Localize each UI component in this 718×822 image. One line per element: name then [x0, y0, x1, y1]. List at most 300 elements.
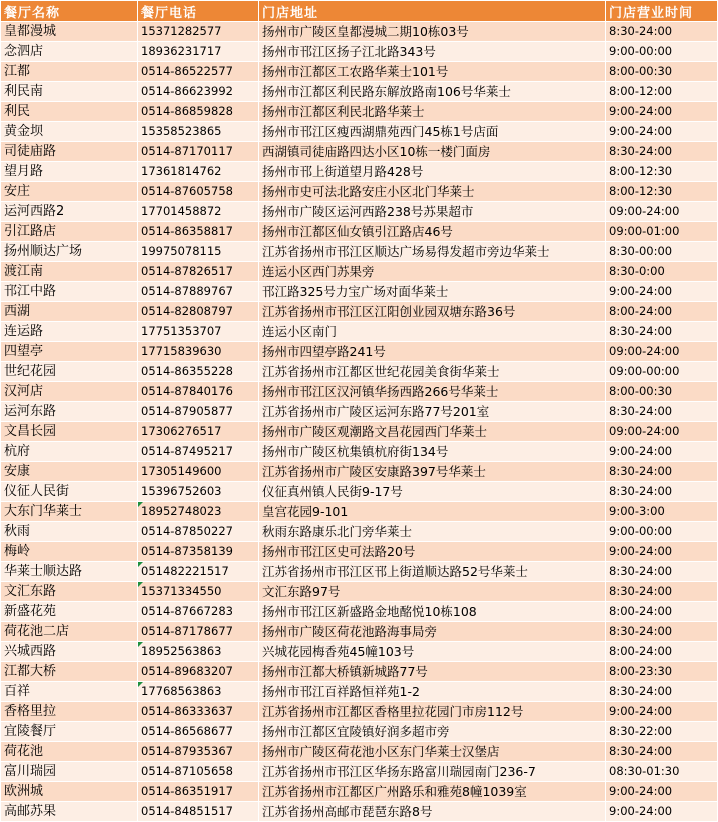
phone-cell	[138, 682, 259, 702]
restaurant-name-cell-text: 高邮苏果	[4, 804, 57, 819]
phone-cell	[138, 42, 259, 62]
restaurant-name-cell	[1, 342, 138, 362]
hours-cell	[606, 662, 718, 682]
hours-cell-text: 8:30-00:00	[609, 244, 673, 258]
header-phone: 餐厅电话	[138, 1, 259, 22]
phone-cell	[138, 762, 259, 782]
restaurant-name-cell	[1, 562, 138, 582]
phone-cell-text: 0514-87905877	[141, 404, 233, 418]
phone-cell	[138, 642, 259, 662]
table-row	[1, 42, 718, 62]
address-cell	[259, 382, 606, 402]
phone-cell-text: 15371334550	[141, 584, 222, 598]
table-row	[1, 302, 718, 322]
restaurant-name-cell-text: 皇都漫城	[4, 24, 57, 39]
hours-cell	[606, 402, 718, 422]
address-cell-text: 江苏省扬州市广陵区运河东路77号201室	[262, 404, 490, 419]
hours-cell-text: 9:00-00:00	[609, 44, 673, 58]
hours-cell	[606, 782, 718, 802]
restaurant-name-cell	[1, 542, 138, 562]
hours-cell-text: 8:00-24:00	[609, 644, 673, 658]
address-cell-text: 扬州市邗江区瘦西湖鼎苑西门45栋1号店面	[262, 124, 499, 139]
phone-cell-text: 0514-87178677	[141, 624, 233, 638]
address-cell-text: 扬州市邗江区史可法路20号	[262, 544, 416, 559]
address-cell	[259, 322, 606, 342]
phone-cell-text: 15371282577	[141, 24, 222, 38]
phone-cell-text: 0514-87495217	[141, 444, 233, 458]
address-cell	[259, 402, 606, 422]
hours-cell-text: 8:30-24:00	[609, 564, 673, 578]
restaurant-name-cell-text: 运河西路2	[4, 204, 65, 219]
phone-cell-text: 0514-87889767	[141, 284, 233, 298]
phone-cell-text: 17768563863	[141, 684, 222, 698]
table-body	[1, 22, 718, 822]
phone-cell	[138, 502, 259, 522]
restaurant-name-cell-text: 秋雨	[4, 524, 31, 539]
table-row	[1, 142, 718, 162]
address-cell	[259, 562, 606, 582]
hours-cell-text: 8:30-24:00	[609, 584, 673, 598]
hours-cell-text: 09:00-24:00	[609, 344, 680, 358]
restaurant-name-cell-text: 世纪花园	[4, 364, 57, 379]
address-cell-text: 江苏省扬州市江都区世纪花园美食街华莱士	[262, 364, 500, 379]
address-cell	[259, 682, 606, 702]
table-row	[1, 382, 718, 402]
table-row	[1, 262, 718, 282]
hours-cell	[606, 702, 718, 722]
address-cell-text: 文汇东路97号	[262, 584, 341, 599]
hours-cell-text: 8:30-24:00	[609, 404, 673, 418]
restaurant-name-cell	[1, 782, 138, 802]
restaurant-name-cell-text: 连运路	[4, 324, 44, 339]
phone-cell-text: 17701458872	[141, 204, 222, 218]
restaurant-name-cell-text: 富川瑞园	[4, 764, 57, 779]
table-row	[1, 102, 718, 122]
restaurant-name-cell	[1, 682, 138, 702]
address-cell-text: 扬州市邗江百祥路恒祥苑1-2	[262, 684, 420, 699]
restaurant-name-cell-text: 邗江中路	[4, 284, 57, 299]
hours-cell	[606, 102, 718, 122]
restaurant-name-cell-text: 利民	[4, 104, 31, 119]
table-row	[1, 162, 718, 182]
table-row	[1, 82, 718, 102]
phone-cell-text: 0514-87667283	[141, 604, 233, 618]
table-row	[1, 242, 718, 262]
address-cell-text: 扬州市江都区利民路东解放路南106号华莱士	[262, 84, 511, 99]
restaurant-name-cell	[1, 102, 138, 122]
hours-cell-text: 8:00-12:30	[609, 164, 673, 178]
restaurant-name-cell-text: 利民南	[4, 84, 44, 99]
table-row	[1, 182, 718, 202]
hours-cell-text: 8:30-24:00	[609, 484, 673, 498]
address-cell-text: 扬州市广陵区荷花池小区东门华莱士汉堡店	[262, 744, 500, 759]
address-cell	[259, 462, 606, 482]
table-row	[1, 522, 718, 542]
phone-cell	[138, 782, 259, 802]
phone-cell	[138, 302, 259, 322]
phone-cell	[138, 722, 259, 742]
restaurant-name-cell	[1, 302, 138, 322]
phone-cell-text: 0514-86351917	[141, 784, 233, 798]
restaurant-name-cell	[1, 522, 138, 542]
table-row	[1, 582, 718, 602]
restaurant-name-cell-text: 香格里拉	[4, 704, 57, 719]
restaurant-name-cell-text: 兴城西路	[4, 644, 57, 659]
phone-cell	[138, 602, 259, 622]
phone-cell-text: 17361814762	[141, 164, 222, 178]
restaurant-name-cell	[1, 762, 138, 782]
phone-cell	[138, 662, 259, 682]
phone-cell-text: 18952748023	[141, 504, 222, 518]
hours-cell	[606, 242, 718, 262]
table-row	[1, 782, 718, 802]
restaurant-name-cell-text: 荷花池二店	[4, 624, 70, 639]
phone-cell	[138, 122, 259, 142]
phone-cell	[138, 342, 259, 362]
restaurant-name-cell-text: 四望亭	[4, 344, 44, 359]
address-cell	[259, 642, 606, 662]
restaurant-name-cell-text: 文昌长园	[4, 424, 57, 439]
address-cell	[259, 142, 606, 162]
table-row	[1, 702, 718, 722]
restaurant-name-cell	[1, 202, 138, 222]
header-row	[1, 1, 718, 22]
restaurant-name-cell-text: 仪征人民街	[4, 484, 70, 499]
phone-cell	[138, 82, 259, 102]
hours-cell-text: 8:00-12:00	[609, 84, 673, 98]
hours-cell-text: 9:00-3:00	[609, 504, 665, 518]
phone-cell-text: 0514-86333637	[141, 704, 233, 718]
restaurant-name-cell-text: 引江路店	[4, 224, 57, 239]
address-cell-text: 扬州市广陵区运河西路238号苏果超市	[262, 204, 474, 219]
address-cell	[259, 362, 606, 382]
phone-cell-text: 0514-82808797	[141, 304, 233, 318]
address-cell-text: 扬州市史可法北路安庄小区北门华莱士	[262, 184, 475, 199]
hours-cell	[606, 22, 718, 42]
address-cell	[259, 282, 606, 302]
hours-cell-text: 9:00-24:00	[609, 104, 673, 118]
restaurant-name-cell	[1, 502, 138, 522]
phone-cell	[138, 382, 259, 402]
table-row	[1, 662, 718, 682]
hours-cell-text: 09:00-24:00	[609, 204, 680, 218]
hours-cell-text: 8:00-23:30	[609, 664, 673, 678]
hours-cell	[606, 502, 718, 522]
table-row	[1, 402, 718, 422]
address-cell-text: 扬州市广陵区杭集镇杭府街134号	[262, 444, 449, 459]
hours-cell	[606, 542, 718, 562]
phone-cell-text: 0514-87105658	[141, 764, 233, 778]
hours-cell-text: 09:00-01:00	[609, 224, 680, 238]
phone-cell	[138, 322, 259, 342]
hours-cell-text: 8:30-24:00	[609, 744, 673, 758]
restaurant-name-cell-text: 司徒庙路	[4, 144, 57, 159]
restaurant-name-cell-text: 西湖	[4, 304, 31, 319]
phone-cell-text: 051482221517	[141, 564, 229, 578]
hours-cell	[606, 82, 718, 102]
phone-cell	[138, 282, 259, 302]
hours-cell-text: 09:00-24:00	[609, 424, 680, 438]
restaurant-name-cell-text: 安庄	[4, 184, 31, 199]
hours-cell	[606, 262, 718, 282]
phone-cell	[138, 402, 259, 422]
hours-cell-text: 9:00-24:00	[609, 444, 673, 458]
address-cell-text: 扬州市江都区利民北路华莱士	[262, 104, 425, 119]
hours-cell	[606, 202, 718, 222]
phone-cell	[138, 622, 259, 642]
hours-cell	[606, 302, 718, 322]
restaurant-name-cell-text: 望月路	[4, 164, 44, 179]
address-cell	[259, 502, 606, 522]
phone-cell-text: 15358523865	[141, 124, 222, 138]
address-cell	[259, 742, 606, 762]
hours-cell-text: 9:00-24:00	[609, 704, 673, 718]
hours-cell-text: 8:30-24:00	[609, 324, 673, 338]
table-row	[1, 602, 718, 622]
address-cell-text: 连运小区南门	[262, 324, 338, 339]
table-row	[1, 642, 718, 662]
address-cell	[259, 522, 606, 542]
restaurant-name-cell	[1, 602, 138, 622]
table-row	[1, 682, 718, 702]
address-cell	[259, 302, 606, 322]
phone-cell-text: 0514-84851517	[141, 804, 233, 818]
table-row	[1, 322, 718, 342]
phone-cell	[138, 102, 259, 122]
restaurant-name-cell-text: 江都大桥	[4, 664, 57, 679]
phone-cell	[138, 162, 259, 182]
phone-cell	[138, 182, 259, 202]
address-cell	[259, 442, 606, 462]
restaurant-name-cell	[1, 482, 138, 502]
address-cell-text: 邗江路325号力宝广场对面华莱士	[262, 284, 449, 299]
phone-cell	[138, 222, 259, 242]
phone-cell-text: 0514-89683207	[141, 664, 233, 678]
hours-cell-text: 8:30-24:00	[609, 464, 673, 478]
address-cell-text: 扬州市邗江区扬子江北路343号	[262, 44, 436, 59]
hours-cell	[606, 142, 718, 162]
address-cell	[259, 162, 606, 182]
phone-cell-text: 0514-87358139	[141, 544, 233, 558]
cell-note-flag-icon	[138, 562, 143, 567]
address-cell-text: 扬州市广陵区观潮路文昌花园西门华莱士	[262, 424, 488, 439]
address-cell-text: 江苏省扬州市江都区广州路乐和雅苑8幢1039室	[262, 784, 527, 799]
hours-cell	[606, 42, 718, 62]
address-cell-text: 江苏省扬州市江都区香格里拉花园门市房112号	[262, 704, 524, 719]
table-row	[1, 22, 718, 42]
address-cell-text: 扬州市江都区宜陵镇好润多超市旁	[262, 724, 450, 739]
hours-cell	[606, 422, 718, 442]
restaurant-name-cell-text: 黄金坝	[4, 124, 44, 139]
phone-cell-text: 17715839630	[141, 344, 222, 358]
address-cell	[259, 242, 606, 262]
restaurant-name-cell	[1, 22, 138, 42]
restaurant-name-cell	[1, 242, 138, 262]
table-row	[1, 762, 718, 782]
address-cell-text: 江苏省扬州市邗江区顺达广场易得发超市旁边华莱士	[262, 244, 550, 259]
phone-cell-text: 0514-86623992	[141, 84, 233, 98]
hours-cell-text: 9:00-24:00	[609, 804, 673, 818]
address-cell-text: 扬州市广陵区皇都漫城二期10栋03号	[262, 24, 469, 39]
table-row	[1, 282, 718, 302]
restaurant-name-cell-text: 江都	[4, 64, 31, 79]
phone-cell	[138, 22, 259, 42]
address-cell	[259, 422, 606, 442]
hours-cell	[606, 462, 718, 482]
address-cell-text: 江苏省扬州市邗江区邗上街道顺达路52号华莱士	[262, 564, 528, 579]
restaurant-name-cell	[1, 262, 138, 282]
cell-note-flag-icon	[138, 682, 143, 687]
address-cell	[259, 702, 606, 722]
phone-cell-text: 0514-86568677	[141, 724, 233, 738]
hours-cell-text: 8:30-24:00	[609, 684, 673, 698]
restaurant-name-cell	[1, 362, 138, 382]
restaurant-name-cell-text: 文汇东路	[4, 584, 57, 599]
address-cell-text: 扬州市邗上街道望月路428号	[262, 164, 424, 179]
table-row	[1, 122, 718, 142]
address-cell-text: 扬州市邗江区汉河镇华扬西路266号华莱士	[262, 384, 499, 399]
restaurant-name-cell	[1, 62, 138, 82]
hours-cell	[606, 802, 718, 822]
phone-cell-text: 0514-87170117	[141, 144, 233, 158]
hours-cell-text: 8:00-24:00	[609, 304, 673, 318]
restaurant-name-cell	[1, 42, 138, 62]
hours-cell	[606, 62, 718, 82]
address-cell	[259, 762, 606, 782]
restaurant-name-cell-text: 欧洲城	[4, 784, 44, 799]
address-cell	[259, 222, 606, 242]
table-row	[1, 722, 718, 742]
hours-cell	[606, 222, 718, 242]
hours-cell	[606, 342, 718, 362]
hours-cell-text: 08:30-01:30	[609, 764, 680, 778]
phone-cell	[138, 542, 259, 562]
restaurant-name-cell-text: 扬州顺达广场	[4, 244, 83, 259]
header-address: 门店地址	[259, 1, 606, 22]
phone-cell	[138, 742, 259, 762]
phone-cell	[138, 562, 259, 582]
table-row	[1, 502, 718, 522]
address-cell-text: 扬州市广陵区荷花池路海事局旁	[262, 624, 438, 639]
restaurant-name-cell-text: 宜陵餐厅	[4, 724, 57, 739]
hours-cell	[606, 362, 718, 382]
restaurant-name-cell	[1, 402, 138, 422]
address-cell	[259, 182, 606, 202]
restaurant-name-cell-text: 梅岭	[4, 544, 31, 559]
address-cell-text: 皇宫花园9-101	[262, 504, 349, 519]
address-cell-text: 西湖镇司徒庙路四达小区10栋一楼门面房	[262, 144, 491, 159]
hours-cell-text: 8:00-24:00	[609, 604, 673, 618]
table-row	[1, 742, 718, 762]
restaurant-name-cell	[1, 802, 138, 822]
restaurant-name-cell-text: 大东门华莱士	[4, 504, 83, 519]
address-cell	[259, 42, 606, 62]
phone-cell	[138, 362, 259, 382]
address-cell	[259, 342, 606, 362]
table-row	[1, 342, 718, 362]
table-row	[1, 562, 718, 582]
phone-cell-text: 17305149600	[141, 464, 222, 478]
address-cell-text: 江苏省扬州市广陵区安康路397号华莱士	[262, 464, 486, 479]
address-cell-text: 秋雨东路康乐北门旁华莱士	[262, 524, 413, 539]
restaurant-name-cell	[1, 462, 138, 482]
phone-cell-text: 17306276517	[141, 424, 222, 438]
address-cell	[259, 22, 606, 42]
phone-cell	[138, 802, 259, 822]
address-cell	[259, 582, 606, 602]
phone-cell-text: 17751353707	[141, 324, 222, 338]
phone-cell	[138, 482, 259, 502]
cell-note-flag-icon	[138, 502, 143, 507]
hours-cell-text: 8:30-24:00	[609, 144, 673, 158]
address-cell-text: 江苏省扬州市邗江区华扬东路富川瑞园南门236-7	[262, 764, 536, 779]
address-cell	[259, 122, 606, 142]
hours-cell-text: 8:30-24:00	[609, 24, 673, 38]
address-cell-text: 扬州市四望亭路241号	[262, 344, 386, 359]
hours-cell	[606, 482, 718, 502]
hours-cell-text: 8:30-24:00	[609, 624, 673, 638]
table-row	[1, 222, 718, 242]
restaurant-name-cell-text: 安康	[4, 464, 31, 479]
phone-cell-text: 0514-86859828	[141, 104, 233, 118]
address-cell	[259, 102, 606, 122]
table-row	[1, 442, 718, 462]
hours-cell-text: 9:00-24:00	[609, 124, 673, 138]
hours-cell-text: 8:00-12:30	[609, 184, 673, 198]
address-cell-text: 扬州市江都大桥镇新城路77号	[262, 664, 428, 679]
phone-cell-text: 0514-87605758	[141, 184, 233, 198]
phone-cell	[138, 262, 259, 282]
address-cell	[259, 782, 606, 802]
table-row	[1, 542, 718, 562]
phone-cell-text: 19975078115	[141, 244, 222, 258]
hours-cell	[606, 162, 718, 182]
table-row	[1, 202, 718, 222]
hours-cell	[606, 282, 718, 302]
restaurant-name-cell	[1, 662, 138, 682]
hours-cell-text: 9:00-24:00	[609, 784, 673, 798]
address-cell	[259, 262, 606, 282]
restaurant-name-cell-text: 运河东路	[4, 404, 57, 419]
table-row	[1, 462, 718, 482]
phone-cell-text: 0514-87840176	[141, 384, 233, 398]
restaurant-name-cell-text: 百祥	[4, 684, 31, 699]
address-cell-text: 江苏省扬州高邮市琵琶东路8号	[262, 804, 433, 819]
cell-note-flag-icon	[138, 642, 143, 647]
restaurant-name-cell	[1, 282, 138, 302]
phone-cell	[138, 582, 259, 602]
restaurant-name-cell	[1, 722, 138, 742]
restaurant-name-cell	[1, 642, 138, 662]
hours-cell-text: 9:00-24:00	[609, 284, 673, 298]
hours-cell	[606, 622, 718, 642]
address-cell-text: 兴城花园梅香苑45幢103号	[262, 644, 415, 659]
restaurant-name-cell	[1, 122, 138, 142]
restaurant-name-cell-text: 新盛花苑	[4, 604, 57, 619]
table-row	[1, 422, 718, 442]
restaurant-name-cell	[1, 742, 138, 762]
phone-cell	[138, 242, 259, 262]
hours-cell	[606, 522, 718, 542]
table-row	[1, 362, 718, 382]
phone-cell-text: 18952563863	[141, 644, 222, 658]
restaurant-name-cell-text: 渡江南	[4, 264, 44, 279]
hours-cell	[606, 182, 718, 202]
restaurant-name-cell	[1, 222, 138, 242]
phone-cell	[138, 702, 259, 722]
hours-cell	[606, 322, 718, 342]
address-cell	[259, 622, 606, 642]
